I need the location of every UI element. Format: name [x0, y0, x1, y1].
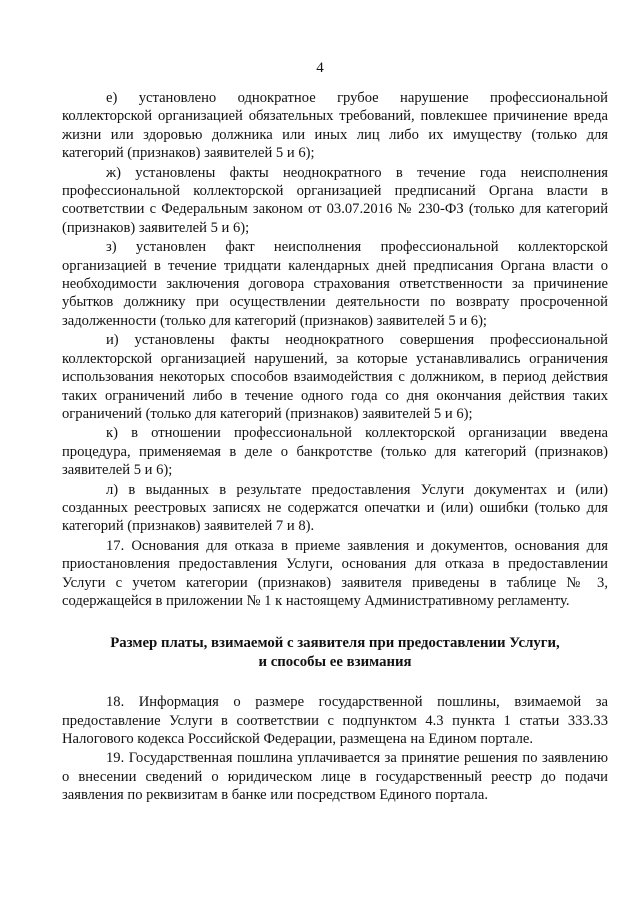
section-heading-line-1: Размер платы, взимаемой с заявителя при предоставлении Услуги, — [110, 635, 560, 652]
document-body — [62, 89, 608, 805]
section-heading — [62, 634, 608, 671]
page-number: 4 — [316, 60, 324, 76]
paragraph-item-l: л) в выданных в результате предоставления Услуги документах и (или) созданных реестровых записях не содержатся опечатки и (или) ошибки (только для категорий (признаков) заявителей 7 и 8). — [62, 481, 608, 535]
paragraph-18: 18. Информация о размере государственной пошлины, взимаемой за предоставление Услуги в соответствии с подпунктом 4.3 пункта 1 статьи 333.33 Налогового кодекса Российской Федерации, размещена на Едином портале. — [62, 694, 608, 747]
paragraph-item-i: и) установлены факты неоднократного совершения профессиональной коллекторской организацией нарушений, за которые устанавливались ограничения использования некоторых способов взаимодействия с должником, в период действия таких ограничений либо в течение одного года со дня окончания действия таких ограничений (только для категорий (признаков) заявителей 5 и 6); — [62, 332, 608, 422]
paragraph-item-zh: ж) установлены факты неоднократного в течение года неисполнения профессиональной коллекторской организацией предписаний Органа власти в соответствии с Федеральным законом от 03.07.2016 № 230-ФЗ (только для категорий (признаков) заявителей 5 и 6); — [62, 164, 608, 236]
paragraph-item-z: з) установлен факт неисполнения профессиональной коллекторской организацией в течение тридцати календарных дней предписания Органа власти о необходимости заключения договора страхования ответственности за причинение убытков должнику при осуществлении деятельности по возврату просроченной задолженности (только для категорий (признаков) заявителей 5 и 6); — [62, 239, 608, 329]
paragraph-item-e: е) установлено однократное грубое нарушение профессиональной коллекторской организацией обязательных требований, повлекшее причинение вреда жизни или здоровью должника или иных лиц либо их имуществу (только для категорий (признаков) заявителей 5 и 6); — [62, 90, 608, 162]
paragraph-19: 19. Государственная пошлина уплачивается за принятие решения по заявлению о внесении сведений о юридическом лице в государственный реестр до подачи заявления по реквизитам в банке или посредством Единого портала. — [62, 750, 608, 804]
paragraph-item-k: к) в отношении профессиональной коллекторской организации введена процедура, применяемая в деле о банкротстве (только для категорий (признаков) заявителей 5 и 6); — [62, 425, 608, 479]
section-heading-line-2: и способы ее взимания — [258, 653, 412, 670]
paragraph-17: 17. Основания для отказа в приеме заявления и документов, основания для приостановления предоставления Услуги, основания для отказа в предоставлении Услуги с учетом категории (признаков) заявителя приведены в таблице № 3, содержащейся в приложении № 1 к настоящему Административному регламенту. — [62, 537, 608, 609]
